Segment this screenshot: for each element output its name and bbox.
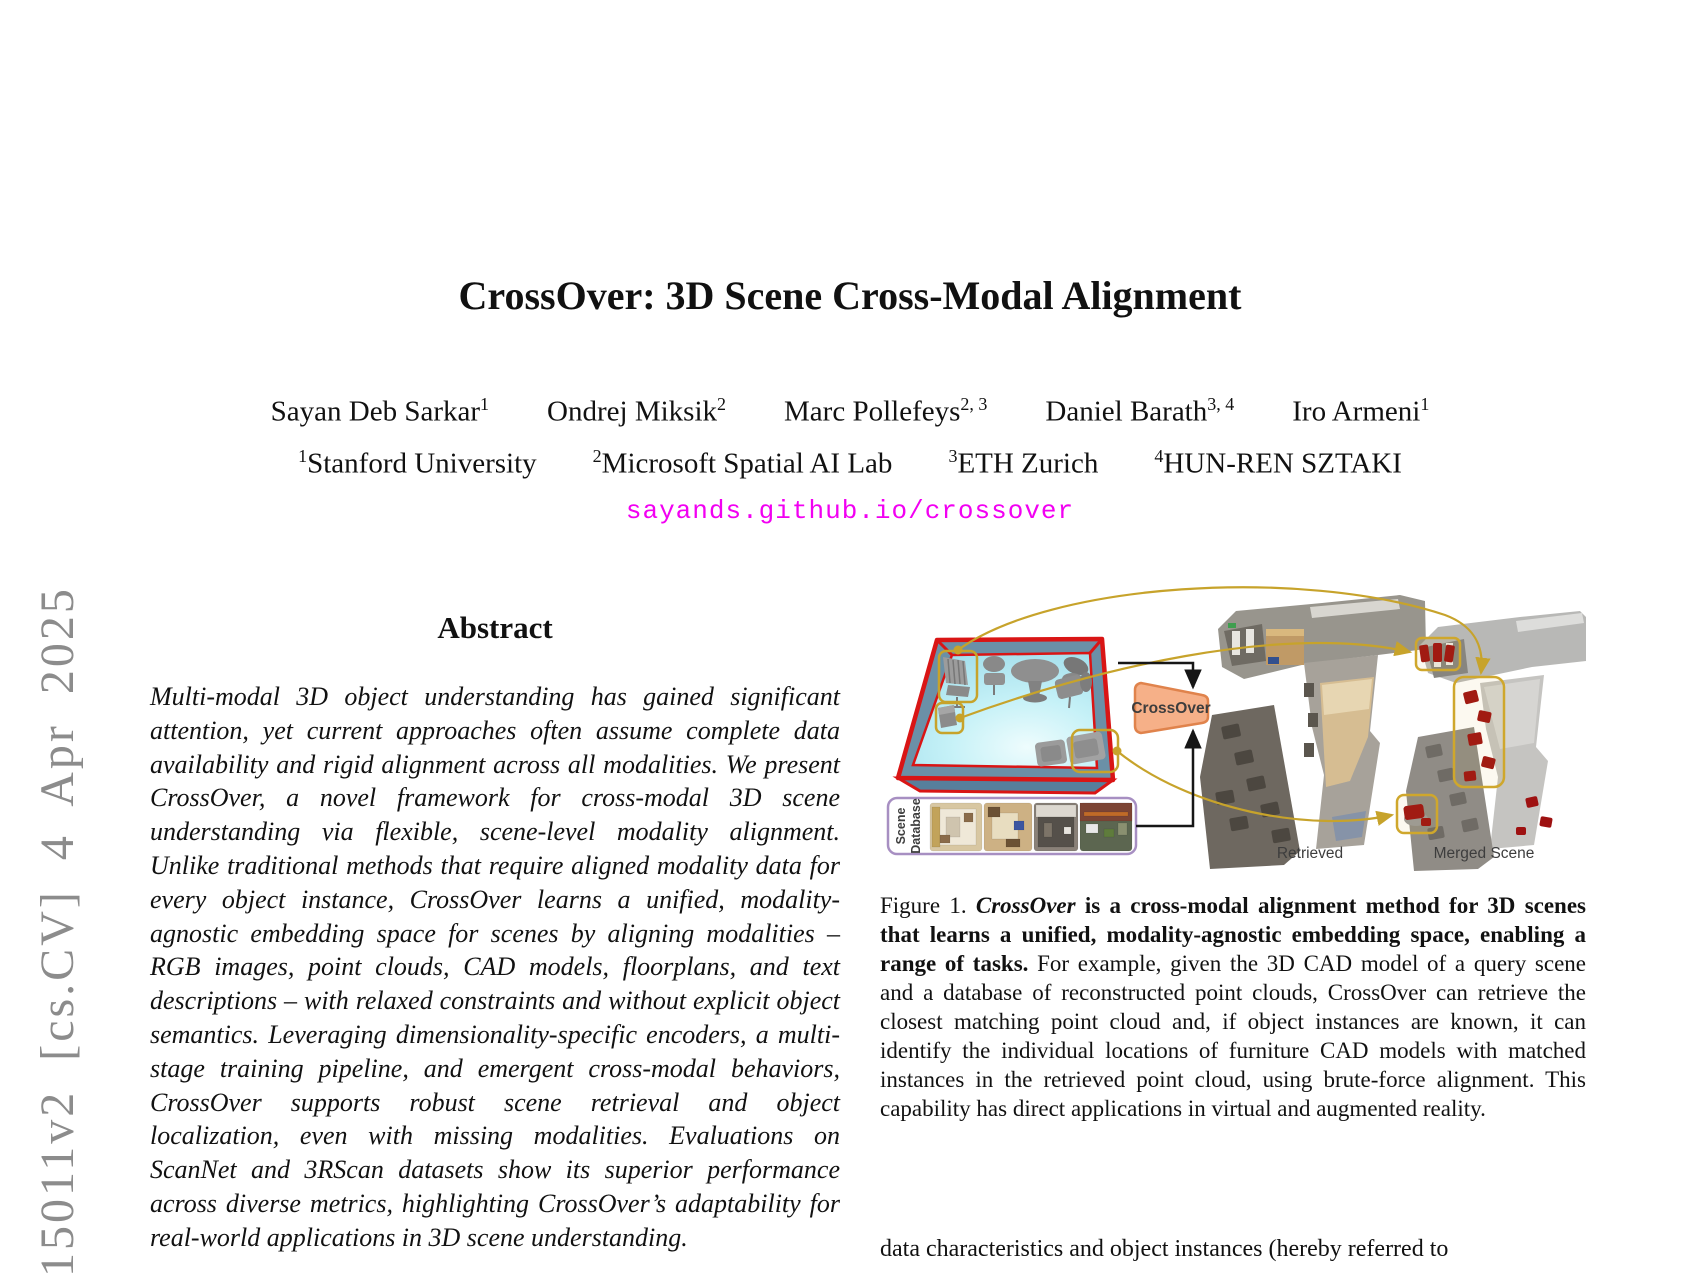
author: Iro Armeni$^1$: [1292, 394, 1430, 428]
author-line: [0, 394, 1700, 429]
author: Daniel Barath$^{3, 4}$: [1045, 394, 1235, 428]
body-text-line: data characteristics and object instances (hereby referred to: [880, 1236, 1449, 1262]
merged-scene: [1397, 611, 1586, 871]
author: Ondrej Miksik$^2$: [547, 394, 727, 428]
crossover-box-label: CrossOver: [1131, 700, 1211, 717]
author: Marc Pollefeys$^{2, 3}$: [784, 394, 988, 428]
affiliation: $^2$Microsoft Spatial AI Lab: [592, 446, 893, 480]
retrieved-scene: [1200, 595, 1426, 869]
figure1-caption-bold: is a cross-modal alignment method for 3D scenes that learns a unified, modality-agnostic embedding space, enabling a range of tasks.: [880, 893, 1587, 976]
scene-database: [888, 798, 1136, 854]
arxiv-watermark: 15011v2 [cs.CV] 4 Apr 2025: [31, 586, 84, 1277]
left-column: [150, 600, 840, 1255]
abstract-heading: Abstract: [437, 610, 553, 645]
affiliation: $^3$ETH Zurich: [948, 446, 1099, 480]
abstract-text: Multi-modal 3D object understanding has gained significant attention, yet current approaches often assume complete data availability and rigid alignment across all modalities. We present CrossOver, a novel framework for cross-modal 3D scene understanding via flexible, scene-level modality alignment. Unlike traditional methods that require aligned modality data for every object instance, CrossOver learns a unified, modality-agnostic embedding space for scenes by aligning modalities – RGB images, point clouds, CAD models, floorplans, and text descriptions – with relaxed constraints and without explicit object semantics. Leveraging dimensionality-specific encoders, a multi-stage training pipeline, and emergent cross-modal behaviors, CrossOver supports robust scene retrieval and object localization, even with missing modalities. Evaluations on ScanNet and 3RScan datasets show its superior performance across diverse metrics, highlighting CrossOver’s adaptability for real-world applications in 3D scene understanding.: [150, 682, 840, 1252]
query-scene-cad: [898, 639, 1118, 793]
figure1-graphic: [880, 565, 1586, 875]
affiliation-line: [0, 446, 1700, 481]
scene-thumbnails: [930, 803, 1132, 851]
crossover-box: [1131, 683, 1210, 733]
project-url-row: [0, 496, 1700, 526]
scene-database-label-line2: Database: [909, 798, 923, 854]
figure1-caption: [880, 891, 1586, 1123]
right-column: [880, 565, 1586, 1123]
scene-database-label-line1: Scene: [894, 807, 908, 845]
figure1-caption-method-name: CrossOver: [975, 893, 1076, 918]
affiliation: $^4$HUN-REN SZTAKI: [1154, 446, 1402, 480]
author: Sayan Deb Sarkar$^1$: [270, 394, 490, 428]
merged-scene-label: Merged Scene: [1433, 845, 1535, 862]
retrieved-label: Retrieved: [1276, 845, 1344, 862]
project-url-link[interactable]: sayands.github.io/crossover: [625, 496, 1075, 526]
affiliation: $^1$Stanford University: [298, 446, 537, 480]
figure1-caption-prefix: Figure 1.: [880, 893, 967, 918]
figure1-caption-rest: For example, given the 3D CAD model of a query scene and a database of reconstructed point clouds, CrossOver can retrieve the closest matching point cloud and, if object instances are known, it can identify the individual locations of furniture CAD models with matched instances in the retrieved point cloud, using brute-force alignment. This capability has direct applications in virtual and augmented reality.: [880, 951, 1586, 1121]
paper-title: CrossOver: 3D Scene Cross-Modal Alignment: [458, 273, 1242, 318]
